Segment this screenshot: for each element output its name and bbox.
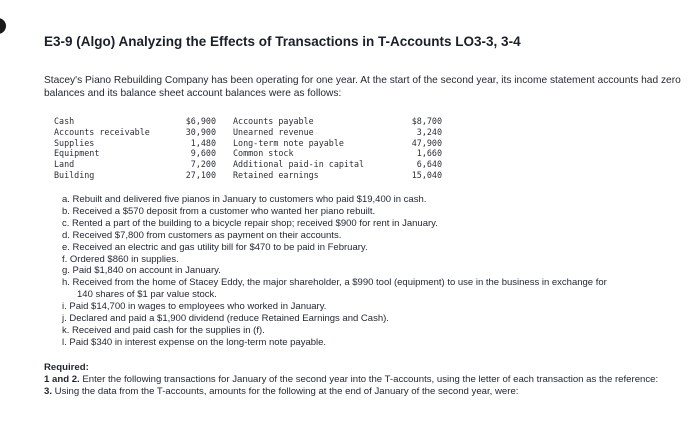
transaction-item: d. Received $7,800 from customers as payment on their accounts. (62, 229, 342, 241)
required-heading: Required: (44, 362, 89, 373)
claim-value: 1,660 (416, 148, 442, 159)
asset-label: Supplies (54, 137, 95, 148)
asset-value: 9,600 (190, 148, 216, 159)
asset-value: 7,200 (190, 159, 216, 170)
claim-value: 15,040 (411, 169, 442, 180)
required-section (44, 362, 694, 399)
claim-label: Long-term note payable (233, 137, 344, 148)
claim-label: Additional paid-in capital (233, 159, 365, 170)
asset-label: Equipment (54, 148, 100, 159)
exercise-title: E3-9 (Algo) Analyzing the Effects of Transactions in T-Accounts LO3-3, 3-4 (44, 34, 521, 49)
claim-labels-column (233, 116, 364, 181)
required-item-3-number: 3. (44, 386, 53, 398)
asset-value: 27,100 (185, 169, 216, 180)
transaction-item: g. Paid $1,840 on account in January. (62, 265, 221, 277)
claim-label: Unearned revenue (233, 126, 314, 137)
claim-label: Common stock (233, 148, 294, 159)
transaction-item: k. Received and paid cash for the supplies in (f). (62, 324, 265, 336)
asset-value: 30,900 (185, 126, 216, 137)
transaction-list (62, 194, 692, 349)
claim-label: Retained earnings (233, 169, 319, 180)
claim-value: 3,240 (416, 126, 442, 137)
asset-label: Building (54, 169, 95, 180)
transaction-item: h. Received from the home of Stacey Eddy, the major shareholder, a $990 tool (equipment) to use in the business in exchange for (62, 277, 607, 289)
required-item-1-2-number: 1 and 2. (44, 374, 80, 386)
transaction-item: a. Rebuilt and delivered five pianos in January to customers who paid $19,400 in cash. (62, 194, 427, 205)
claim-value: $8,700 (411, 116, 442, 126)
asset-labels-column (54, 116, 150, 181)
page-edge-marker (0, 18, 6, 34)
transaction-item: c. Rented a part of the building to a bicycle repair shop; received $900 for rent in January. (62, 217, 438, 229)
transaction-item: l. Paid $340 in interest expense on the long-term note payable. (62, 336, 327, 348)
asset-value: 1,480 (190, 137, 216, 148)
asset-values-column (178, 116, 216, 181)
transaction-item-continuation: 140 shares of $1 par value stock. (77, 289, 217, 301)
required-item-1-2 (44, 374, 694, 386)
transaction-item: f. Ordered $860 in supplies. (62, 253, 179, 265)
required-item-3 (44, 386, 694, 398)
transaction-item: j. Declared and paid a $1,900 dividend (reduce Retained Earnings and Cash). (62, 313, 389, 325)
required-item-3-text: Using the data from the T-accounts, amounts for the following at the end of January of the second year, were: (52, 386, 519, 398)
transaction-item: e. Received an electric and gas utility bill for $470 to be paid in February. (62, 241, 368, 253)
required-item-1-2-text: Enter the following transactions for January of the second year into the T-accounts, using the letter of each transaction as the reference: (79, 374, 659, 386)
claim-label: Accounts payable (233, 116, 314, 126)
asset-label: Accounts receivable (54, 126, 150, 137)
transaction-item: b. Received a $570 deposit from a customer who wanted her piano rebuilt. (62, 205, 376, 217)
asset-label: Land (54, 159, 75, 170)
claim-value: 47,900 (411, 137, 442, 148)
intro-paragraph: Stacey's Piano Rebuilding Company has been operating for one year. At the start of the second year, its income statement accounts had zero balances and its balance sheet account balances were as follows: (44, 75, 681, 99)
claim-values-column (402, 116, 442, 181)
claim-value: 6,640 (416, 159, 442, 170)
transaction-item: i. Paid $14,700 in wages to employees who worked in January. (62, 301, 327, 313)
asset-value: $6,900 (185, 116, 216, 126)
asset-label: Cash (54, 116, 75, 126)
